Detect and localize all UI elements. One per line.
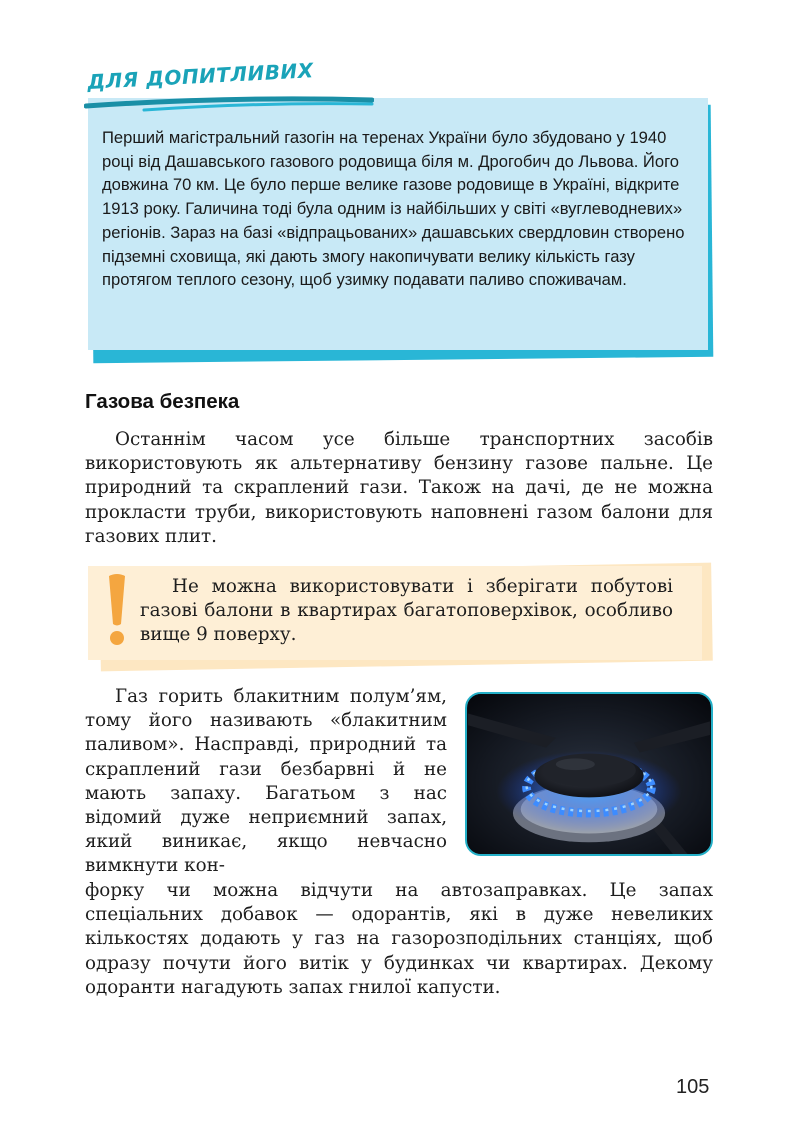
gas-burner-flame-illustration	[467, 694, 711, 854]
title-underline-decoration	[84, 92, 374, 112]
gas-burner-photo	[465, 692, 713, 856]
curious-box	[88, 98, 708, 350]
exclamation-icon	[104, 572, 130, 648]
section-heading: Газова безпека	[85, 390, 240, 413]
page-number: 105	[676, 1076, 710, 1098]
warning-text: Не можна використовувати і зберігати побутові газові балони в квартирах багатоповерхівок, особливо вище 9 поверху.	[140, 576, 673, 646]
curious-box-title: ДЛЯ ДОПИТЛИВИХ	[86, 58, 315, 94]
paragraph-2-continued: форку чи можна відчути на автозаправках. Це запах спеціальних добавок — одорантів, які в дуже невеликих кількостях додають у газ на газорозподільних станціях, щоб одразу почути його витік у будинках чи квартирах. Декому одоранти нагадують запах гнилої капусти.	[85, 880, 713, 998]
paragraph-2-wrapped: Газ горить блакитним полум’ям, тому його називають «блакитним паливом». Насправді, природний та скраплений гази безбарвні й не мають запаху. Багатьом з нас відомий дуже неприємний запах, який виникає, якщо невчасно вимкнути кон-	[85, 686, 447, 877]
paragraph-1: Останнім часом усе більше транспортних засобів використовують як альтернативу бензину газове пальне. Це природний та скраплений гази. Також на дачі, де не можна прокласти труби, використовують наповнені газом балони для газових плит.	[85, 429, 713, 547]
curious-box-text: Перший магістральний газогін на теренах України було збудовано у 1940 році від Дашавського газового родовища біля м. Дрогобич до Львова. Його довжина 70 км. Це було перше велике газове родовище в Україні, відкрите 1913 року. Галичина тоді була одним із найбільших у світі «вуглеводневих» регіонів. Зараз на базі «відпрацьованих» дашавських свердловин створено підземні сховища, які дають змогу накопичувати велику кількість газу протягом теплого сезону, щоб узимку подавати паливо споживачам.	[102, 128, 685, 290]
